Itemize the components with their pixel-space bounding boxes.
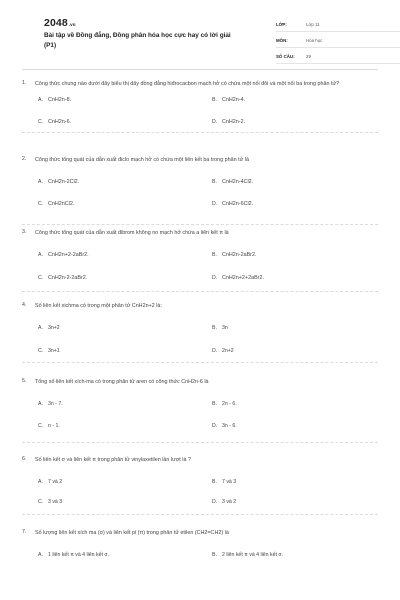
option-text: 7 và 2 bbox=[48, 479, 63, 485]
meta-row-count bbox=[276, 50, 400, 64]
question-2 bbox=[22, 156, 378, 225]
question-number: 4. bbox=[22, 302, 27, 308]
option-text: n - 1. bbox=[48, 423, 60, 429]
option-text: CnH2n+2+2aBr2. bbox=[222, 275, 264, 281]
option-text: 3 và 3 bbox=[48, 499, 63, 505]
option-letter: C. bbox=[38, 119, 44, 125]
option-letter: A. bbox=[38, 179, 43, 185]
option-d[interactable] bbox=[212, 201, 253, 207]
option-text: CnH2n-4Cl2. bbox=[222, 179, 254, 185]
meta-value: Hóa học bbox=[306, 38, 323, 43]
option-letter: B. bbox=[212, 97, 217, 103]
option-a[interactable] bbox=[38, 479, 62, 485]
option-c[interactable] bbox=[38, 275, 87, 281]
option-letter: A. bbox=[38, 252, 43, 258]
option-letter: C. bbox=[38, 201, 44, 207]
question-number: 7. bbox=[22, 529, 27, 535]
option-text: CnH2n-8. bbox=[48, 97, 72, 103]
option-a[interactable] bbox=[38, 179, 79, 185]
option-letter: A. bbox=[38, 401, 43, 407]
option-a[interactable] bbox=[38, 552, 109, 558]
option-d[interactable] bbox=[212, 423, 237, 429]
option-letter: B. bbox=[212, 479, 217, 485]
option-text: CnH2n-2. bbox=[222, 119, 246, 125]
option-letter: C. bbox=[38, 348, 44, 354]
option-c[interactable] bbox=[38, 348, 60, 354]
option-text: CnH2n-6. bbox=[48, 119, 72, 125]
option-text: CnH2n-2aBr2. bbox=[222, 252, 257, 258]
question-5 bbox=[22, 378, 378, 443]
option-c[interactable] bbox=[38, 423, 60, 429]
option-letter: C. bbox=[38, 499, 44, 505]
option-letter: B. bbox=[212, 401, 217, 407]
question-4 bbox=[22, 302, 378, 363]
question-text: Số liên kết xichma có trong một phân tử CnH2n+2 là: bbox=[35, 303, 162, 309]
worksheet-header bbox=[22, 0, 378, 62]
option-letter: D. bbox=[212, 348, 218, 354]
option-letter: B. bbox=[212, 552, 217, 558]
question-text: Công thức tổng quát của dẫn xuất đibrom không no mạch hở chứa a liên kết π là bbox=[35, 230, 229, 236]
option-c[interactable] bbox=[38, 119, 71, 125]
option-letter: A. bbox=[38, 552, 43, 558]
option-letter: D. bbox=[212, 201, 218, 207]
header-divider bbox=[22, 69, 378, 70]
option-letter: C. bbox=[38, 275, 44, 281]
question-text: Công thức chung nào dưới đây biểu thị dãy đồng đẳng hiđrocacbon mạch hở có chứa một nối đôi và một nối ba trong phân tử? bbox=[35, 81, 340, 87]
option-text: CnH2n-2Cl2. bbox=[48, 179, 80, 185]
option-letter: B. bbox=[212, 325, 217, 331]
question-number: 6. bbox=[22, 456, 27, 462]
option-letter: D. bbox=[212, 423, 218, 429]
option-text: 1 liên kết π và 4 liên kết σ. bbox=[48, 552, 109, 558]
option-b[interactable] bbox=[212, 97, 245, 103]
option-c[interactable] bbox=[38, 499, 62, 505]
option-b[interactable] bbox=[212, 479, 236, 485]
option-text: 3 và 2 bbox=[222, 499, 237, 505]
option-text: 3n bbox=[222, 325, 228, 331]
question-7 bbox=[22, 529, 378, 569]
option-a[interactable] bbox=[38, 401, 63, 407]
question-number: 5. bbox=[22, 378, 27, 384]
question-text: Công thức tổng quát của dẫn xuất điclo mạch hở có chứa một liên kết ba trong phân tử là bbox=[35, 157, 249, 163]
option-letter: D. bbox=[212, 275, 218, 281]
question-number: 1. bbox=[22, 80, 27, 86]
option-d[interactable] bbox=[212, 275, 264, 281]
site-logo[interactable] bbox=[44, 17, 76, 29]
option-d[interactable] bbox=[212, 499, 236, 505]
question-1 bbox=[22, 80, 378, 133]
meta-label: LỚP: bbox=[276, 22, 287, 27]
option-text: 7 và 3 bbox=[222, 479, 237, 485]
question-number: 3. bbox=[22, 229, 27, 235]
option-text: 2n+2 bbox=[222, 348, 234, 354]
meta-row-subject bbox=[276, 34, 400, 48]
option-letter: B. bbox=[212, 179, 217, 185]
option-b[interactable] bbox=[212, 179, 253, 185]
option-text: CnH2n+2-2aBr2. bbox=[48, 252, 89, 258]
option-b[interactable] bbox=[212, 252, 256, 258]
option-b[interactable] bbox=[212, 552, 283, 558]
option-a[interactable] bbox=[38, 252, 89, 258]
option-text: 3n - 6. bbox=[222, 423, 237, 429]
question-number: 2. bbox=[22, 156, 27, 162]
question-text: Số lượng liên kết xích ma (σ) và liên kết pi (π) trong phân tử etilen (CH2=CH2) là bbox=[35, 530, 229, 536]
logo-suffix: .vn bbox=[68, 22, 76, 27]
option-d[interactable] bbox=[212, 119, 245, 125]
meta-value: Lớp 11 bbox=[306, 22, 320, 27]
option-text: CnH2nCl2. bbox=[48, 201, 75, 207]
option-a[interactable] bbox=[38, 325, 60, 331]
option-a[interactable] bbox=[38, 97, 71, 103]
option-text: CnH2n-6Cl2. bbox=[222, 201, 254, 207]
option-letter: D. bbox=[212, 499, 218, 505]
option-letter: B. bbox=[212, 252, 217, 258]
option-text: CnH2n-2-2aBr2. bbox=[48, 275, 88, 281]
option-text: 3n - 7. bbox=[48, 401, 63, 407]
meta-row-class bbox=[276, 18, 400, 32]
question-text: Tổng số liên kết xích-ma có trong phân tử aren có công thức CnH2n-6 là bbox=[35, 379, 209, 385]
option-d[interactable] bbox=[212, 348, 234, 354]
option-letter: A. bbox=[38, 325, 43, 331]
option-text: 2 liên kết π và 4 liên kết σ. bbox=[222, 552, 283, 558]
option-letter: A. bbox=[38, 97, 43, 103]
option-letter: C. bbox=[38, 423, 44, 429]
question-text: Số liên kết σ và liên kết π trong phân tử vinylaxetilen lần lượt là ? bbox=[35, 457, 191, 463]
option-b[interactable] bbox=[212, 325, 228, 331]
option-text: CnH2n-4. bbox=[222, 97, 246, 103]
option-text: 2n - 6. bbox=[222, 401, 237, 407]
option-letter: D. bbox=[212, 119, 218, 125]
meta-label: SỐ CÂU: bbox=[276, 54, 295, 59]
question-6 bbox=[22, 456, 378, 515]
document-title: Bài tập về Đồng đẳng, Đồng phân hóa học cực hay có lời giải (P1) bbox=[44, 32, 231, 49]
logo-text: 2048 bbox=[44, 17, 68, 29]
meta-value: 29 bbox=[306, 54, 311, 59]
option-b[interactable] bbox=[212, 401, 237, 407]
option-c[interactable] bbox=[38, 201, 74, 207]
question-list bbox=[22, 80, 378, 569]
option-text: 3n+1 bbox=[48, 348, 60, 354]
option-text: 3n+2 bbox=[48, 325, 60, 331]
question-3 bbox=[22, 229, 378, 292]
meta-table bbox=[276, 18, 400, 66]
option-letter: A. bbox=[38, 479, 43, 485]
meta-label: MÔN: bbox=[276, 38, 288, 43]
